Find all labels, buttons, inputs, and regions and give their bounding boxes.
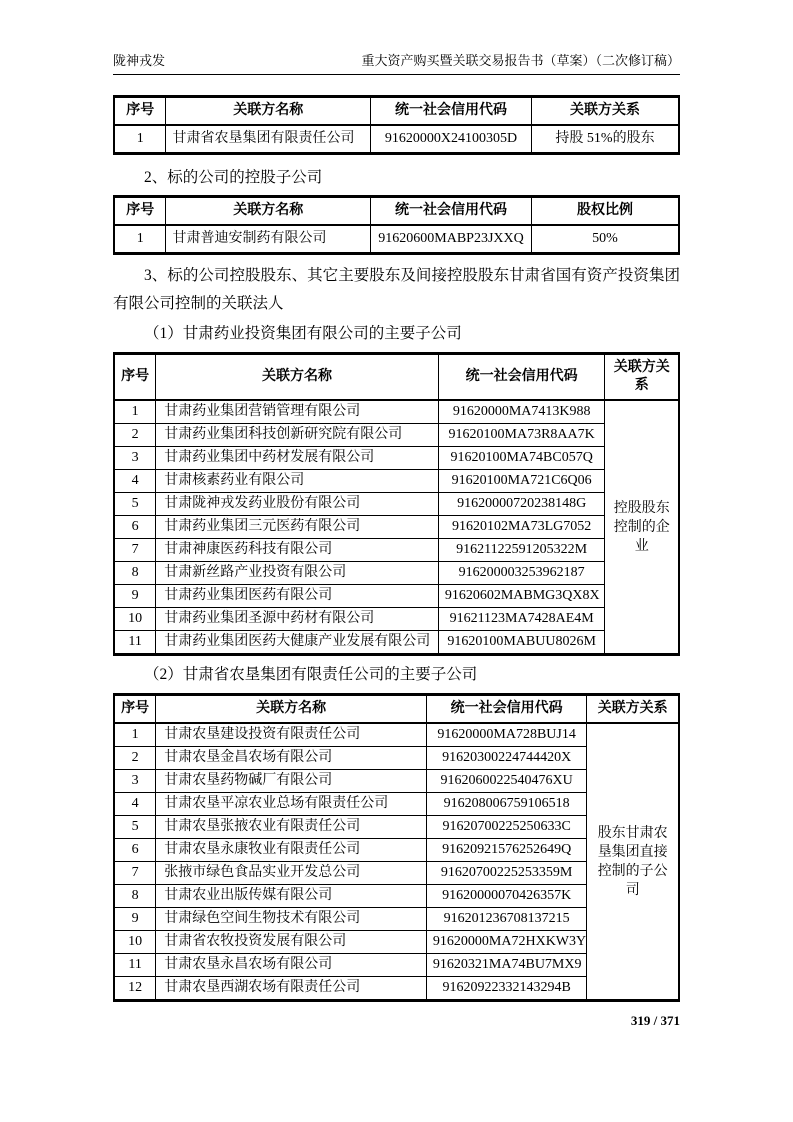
- credit-code: 91620000MA728BUJ14: [426, 723, 586, 747]
- section-heading-3: 3、标的公司控股股东、其它主要股东及间接控股股东甘肃省国有资产投资集团有限公司控制的关联法人: [113, 267, 680, 312]
- row-index: 12: [114, 977, 156, 1001]
- column-header: 统一社会信用代码: [371, 197, 532, 226]
- credit-code: 91620700225253359M: [426, 862, 586, 885]
- party-name: 甘肃核素药业有限公司: [156, 470, 439, 493]
- table-header-row: [114, 354, 679, 401]
- credit-code: 91620300224744420X: [426, 747, 586, 770]
- credit-code: 91620600MABP23JXXQ: [371, 225, 532, 254]
- column-header: 关联方名称: [166, 197, 371, 226]
- relation-merged-cell: 控股股东控制的企业: [605, 400, 679, 655]
- table-header-row: [114, 197, 679, 226]
- party-name: 甘肃药业集团医药有限公司: [156, 585, 439, 608]
- row-index: 3: [114, 447, 156, 470]
- party-name: 甘肃绿色空间生物技术有限公司: [156, 908, 427, 931]
- credit-code: 91620100MA73R8AA7K: [438, 424, 605, 447]
- party-name: 甘肃省农垦集团有限责任公司: [166, 125, 371, 154]
- column-header: 统一社会信用代码: [371, 97, 532, 126]
- column-header: 关联方名称: [156, 695, 427, 724]
- row-index: 2: [114, 747, 156, 770]
- column-header: 关联方关系: [587, 695, 679, 724]
- controlled-subsidiary-table: [113, 195, 680, 255]
- table-row: [114, 470, 679, 493]
- party-name: 甘肃神康医药科技有限公司: [156, 539, 439, 562]
- credit-code: 91620000720238148G: [438, 493, 605, 516]
- row-index: 9: [114, 585, 156, 608]
- table-row: [114, 493, 679, 516]
- credit-code: 91620602MABMG3QX8X: [438, 585, 605, 608]
- table-row: [114, 562, 679, 585]
- credit-code: 91620102MA73LG7052: [438, 516, 605, 539]
- party-name: 甘肃农垦永康牧业有限责任公司: [156, 839, 427, 862]
- section-heading-2: 2、标的公司的控股子公司: [144, 169, 323, 186]
- row-index: 5: [114, 816, 156, 839]
- column-header: 股权比例: [532, 197, 679, 226]
- column-header: 统一社会信用代码: [438, 354, 605, 401]
- credit-code: 91620100MA74BC057Q: [438, 447, 605, 470]
- column-header: 序号: [114, 354, 156, 401]
- party-name: 甘肃农垦张掖农业有限责任公司: [156, 816, 427, 839]
- row-index: 1: [114, 125, 166, 154]
- credit-code: 91620000MA7413K988: [438, 400, 605, 424]
- party-name: 甘肃药业集团科技创新研究院有限公司: [156, 424, 439, 447]
- table-header-row: [114, 695, 679, 724]
- pharma-group-subsidiaries-table: [113, 352, 680, 656]
- table-row: [114, 539, 679, 562]
- row-index: 5: [114, 493, 156, 516]
- row-index: 9: [114, 908, 156, 931]
- credit-code: 91621122591205322M: [438, 539, 605, 562]
- party-name: 甘肃药业集团医药大健康产业发展有限公司: [156, 631, 439, 655]
- party-name: 甘肃农业出版传媒有限公司: [156, 885, 427, 908]
- column-header: 序号: [114, 97, 166, 126]
- agri-group-subsidiaries-table: [113, 693, 680, 1002]
- column-header: 序号: [114, 695, 156, 724]
- row-index: 1: [114, 225, 166, 254]
- page-number: 319 / 371: [630, 1013, 680, 1028]
- table-row: [114, 400, 679, 424]
- table-header-row: [114, 97, 679, 126]
- table-row: [114, 125, 679, 154]
- header-right-title: 重大资产购买暨关联交易报告书（草案）（二次修订稿）: [361, 53, 680, 68]
- column-header: 统一社会信用代码: [426, 695, 586, 724]
- row-index: 11: [114, 631, 156, 655]
- column-header: 序号: [114, 197, 166, 226]
- column-header: 关联方关系: [605, 354, 679, 401]
- row-index: 1: [114, 723, 156, 747]
- row-index: 2: [114, 424, 156, 447]
- party-name: 甘肃药业集团营销管理有限公司: [156, 400, 439, 424]
- row-index: 6: [114, 516, 156, 539]
- row-index: 10: [114, 608, 156, 631]
- row-index: 7: [114, 862, 156, 885]
- relation: 持股 51%的股东: [532, 125, 679, 154]
- column-header: 关联方关系: [532, 97, 679, 126]
- page-footer: [113, 1013, 680, 1029]
- credit-code: 916200003253962187: [438, 562, 605, 585]
- credit-code: 91620921576252649Q: [426, 839, 586, 862]
- row-index: 8: [114, 562, 156, 585]
- page-header: [113, 52, 680, 75]
- row-index: 3: [114, 770, 156, 793]
- party-name: 甘肃药业集团圣源中药材有限公司: [156, 608, 439, 631]
- credit-code: 9162060022540476XU: [426, 770, 586, 793]
- row-index: 4: [114, 470, 156, 493]
- party-name: 甘肃农垦药物碱厂有限公司: [156, 770, 427, 793]
- credit-code: 91620321MA74BU7MX9: [426, 954, 586, 977]
- party-name: 甘肃农垦平凉农业总场有限责任公司: [156, 793, 427, 816]
- credit-code: 916201236708137215: [426, 908, 586, 931]
- party-name: 甘肃农垦建设投资有限责任公司: [156, 723, 427, 747]
- table-row: [114, 424, 679, 447]
- row-index: 1: [114, 400, 156, 424]
- table-row: [114, 447, 679, 470]
- credit-code: 916208006759106518: [426, 793, 586, 816]
- row-index: 6: [114, 839, 156, 862]
- credit-code: 91620000MA72HXKW3Y: [426, 931, 586, 954]
- row-index: 7: [114, 539, 156, 562]
- party-name: 甘肃农垦永昌农场有限公司: [156, 954, 427, 977]
- subsection-heading-2: （2）甘肃省农垦集团有限责任公司的主要子公司: [144, 666, 478, 683]
- table-row: [114, 585, 679, 608]
- credit-code: 91620000X24100305D: [371, 125, 532, 154]
- table-row: [114, 516, 679, 539]
- related-party-table-shareholder: [113, 95, 680, 155]
- party-name: 甘肃省农牧投资发展有限公司: [156, 931, 427, 954]
- table-row: [114, 608, 679, 631]
- table-row: [114, 631, 679, 655]
- credit-code: 91620100MABUU8026M: [438, 631, 605, 655]
- header-left-title: 陇神戎发: [113, 53, 166, 68]
- credit-code: 91621123MA7428AE4M: [438, 608, 605, 631]
- column-header: 关联方名称: [156, 354, 439, 401]
- party-name: 甘肃陇神戎发药业股份有限公司: [156, 493, 439, 516]
- column-header: 关联方名称: [166, 97, 371, 126]
- table-row: [114, 723, 679, 747]
- row-index: 10: [114, 931, 156, 954]
- credit-code: 91620100MA721C6Q06: [438, 470, 605, 493]
- relation-merged-cell: 股东甘肃农垦集团直接控制的子公司: [587, 723, 679, 1001]
- credit-code: 91620000070426357K: [426, 885, 586, 908]
- credit-code: 91620922332143294B: [426, 977, 586, 1001]
- party-name: 甘肃药业集团三元医药有限公司: [156, 516, 439, 539]
- credit-code: 91620700225250633C: [426, 816, 586, 839]
- row-index: 4: [114, 793, 156, 816]
- party-name: 甘肃农垦金昌农场有限公司: [156, 747, 427, 770]
- party-name: 甘肃普迪安制药有限公司: [166, 225, 371, 254]
- subsection-heading-1: （1）甘肃药业投资集团有限公司的主要子公司: [144, 325, 462, 342]
- row-index: 8: [114, 885, 156, 908]
- table-row: [114, 225, 679, 254]
- row-index: 11: [114, 954, 156, 977]
- relation: 50%: [532, 225, 679, 254]
- party-name: 甘肃农垦西湖农场有限责任公司: [156, 977, 427, 1001]
- party-name: 甘肃新丝路产业投资有限公司: [156, 562, 439, 585]
- party-name: 甘肃药业集团中药材发展有限公司: [156, 447, 439, 470]
- party-name: 张掖市绿色食品实业开发总公司: [156, 862, 427, 885]
